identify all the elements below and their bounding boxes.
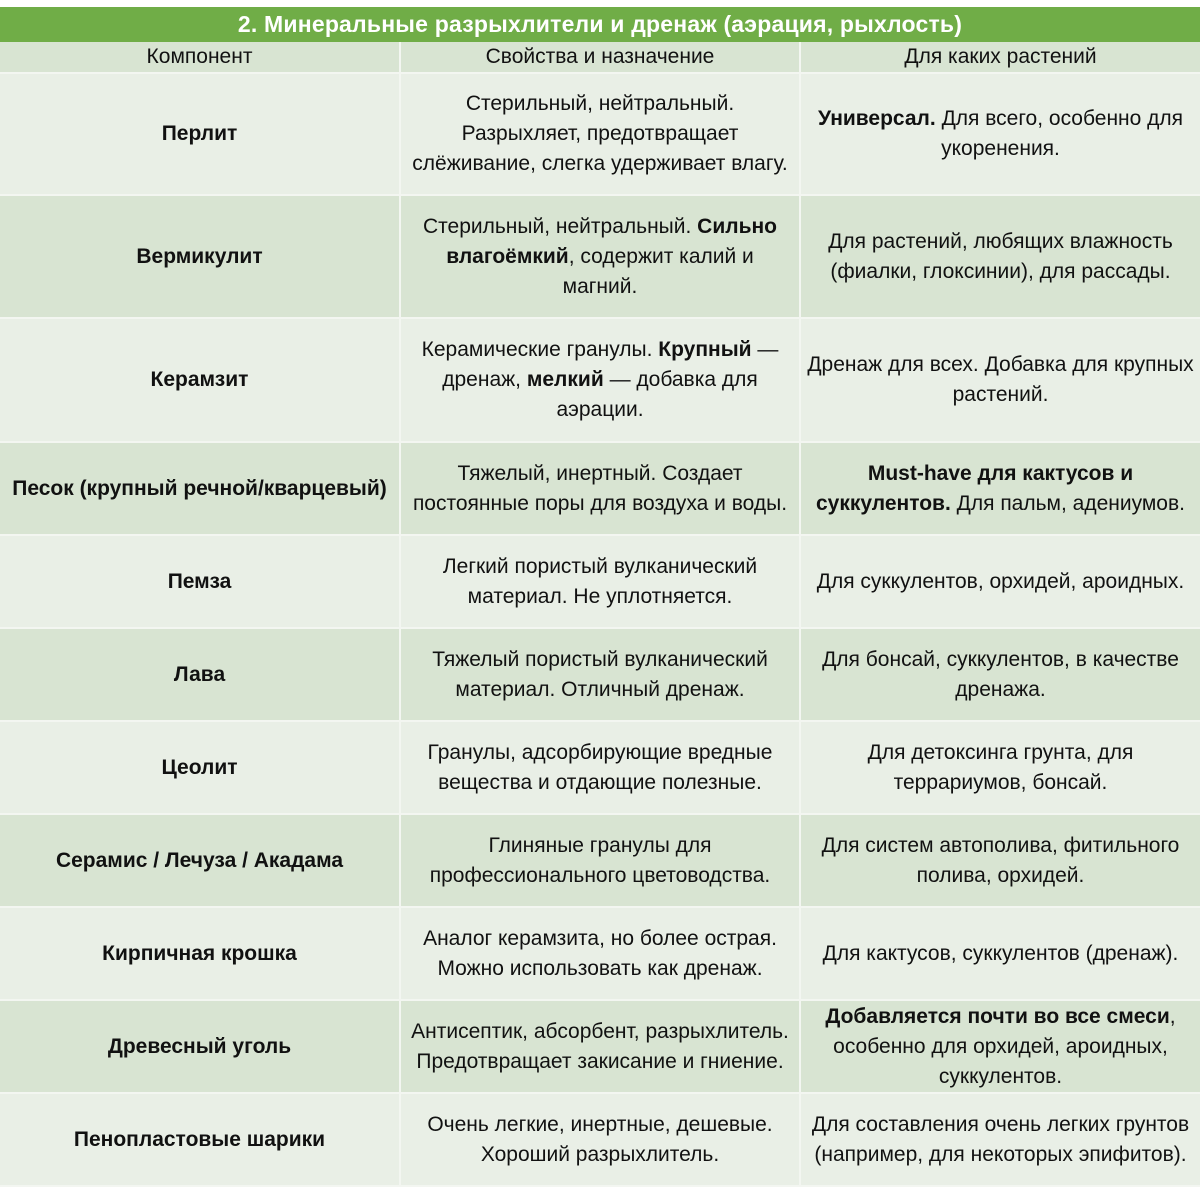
properties-cell bbox=[400, 442, 800, 535]
column-header-properties: Свойства и назначение bbox=[400, 42, 800, 73]
bold-text-segment: Универсал. bbox=[817, 107, 936, 130]
bold-text-segment: Крупный bbox=[658, 338, 752, 361]
text-segment: Легкий пористый вулканический материал. Не уплотняется. bbox=[442, 554, 758, 608]
plants-cell bbox=[800, 628, 1200, 721]
component-name-cell: Древесный уголь bbox=[0, 1000, 400, 1093]
plants-cell bbox=[800, 442, 1200, 535]
properties-cell bbox=[400, 73, 800, 195]
table-row bbox=[0, 73, 1200, 195]
component-name-cell: Керамзит bbox=[0, 318, 400, 442]
components-table bbox=[0, 42, 1200, 1187]
table-row bbox=[0, 1000, 1200, 1093]
bold-text-segment: мелкий bbox=[526, 368, 604, 391]
component-name-cell: Перлит bbox=[0, 73, 400, 195]
text-segment: Дренаж для всех. Добавка для крупных растений. bbox=[807, 353, 1194, 406]
table-row bbox=[0, 318, 1200, 442]
text-segment: Для систем автополива, фитильного полива, орхидей. bbox=[821, 833, 1180, 887]
soil-components-table-wrapper bbox=[0, 7, 1200, 1187]
text-segment: Гранулы, адсорбирующие вредные вещества и отдающие полезные. bbox=[427, 740, 773, 794]
plants-cell bbox=[800, 195, 1200, 318]
text-segment: Глиняные гранулы для профессионального цветоводства. bbox=[429, 833, 771, 887]
component-name-cell: Пенопластовые шарики bbox=[0, 1093, 400, 1186]
properties-cell bbox=[400, 535, 800, 628]
component-name-cell: Кирпичная крошка bbox=[0, 907, 400, 1000]
table-row bbox=[0, 1093, 1200, 1186]
component-name-cell: Лава bbox=[0, 628, 400, 721]
text-segment: — добавка для аэрации. bbox=[556, 368, 758, 421]
table-body bbox=[0, 73, 1200, 1186]
text-segment: Очень легкие, инертные, дешевые. Хороший разрыхлитель. bbox=[427, 1112, 773, 1166]
text-segment: Для пальм, адениумов. bbox=[950, 491, 1185, 515]
table-row bbox=[0, 628, 1200, 721]
plants-cell bbox=[800, 907, 1200, 1000]
text-segment: Для растений, любящих влажность (фиалки, глоксинии), для рассады. bbox=[828, 229, 1173, 283]
plants-cell bbox=[800, 73, 1200, 195]
text-segment: Для всего, особенно для укоренения. bbox=[935, 107, 1184, 160]
text-segment: Тяжелый, инертный. Создает постоянные поры для воздуха и воды. bbox=[412, 461, 788, 515]
component-name-cell: Серамис / Лечуза / Акадама bbox=[0, 814, 400, 907]
plants-cell bbox=[800, 1000, 1200, 1093]
table-row bbox=[0, 195, 1200, 318]
text-segment: Для кактусов, суккулентов (дренаж). bbox=[822, 941, 1179, 965]
properties-cell bbox=[400, 907, 800, 1000]
text-segment: Стерильный, нейтральный. bbox=[422, 214, 698, 238]
bold-text-segment: Сильно влагоёмкий bbox=[446, 214, 778, 268]
bold-text-segment: Добавляется почти во все смеси bbox=[825, 1004, 1170, 1028]
component-name-cell: Цеолит bbox=[0, 721, 400, 814]
header-row bbox=[0, 42, 1200, 73]
component-name-cell: Песок (крупный речной/кварцевый) bbox=[0, 442, 400, 535]
properties-cell bbox=[400, 1093, 800, 1186]
text-segment: Стерильный, нейтральный. Разрыхляет, предотвращает слёживание, слегка удерживает влагу. bbox=[412, 92, 788, 175]
properties-cell bbox=[400, 628, 800, 721]
text-segment: Керамические гранулы. bbox=[421, 338, 659, 361]
text-segment: Для суккулентов, орхидей, ароидных. bbox=[816, 569, 1185, 593]
plants-cell bbox=[800, 721, 1200, 814]
component-name-cell: Пемза bbox=[0, 535, 400, 628]
text-segment: — дренаж, bbox=[442, 338, 779, 391]
text-segment: Для составления очень легких грунтов (например, для некоторых эпифитов). bbox=[811, 1112, 1190, 1166]
plants-cell bbox=[800, 1093, 1200, 1186]
table-title: 2. Минеральные разрыхлители и дренаж (аэрация, рыхлость) bbox=[0, 7, 1200, 42]
text-segment: , особенно для орхидей, ароидных, суккулентов. bbox=[833, 1004, 1176, 1088]
table-row bbox=[0, 721, 1200, 814]
table-row bbox=[0, 442, 1200, 535]
text-segment: Для детоксинга грунта, для террариумов, бонсай. bbox=[867, 740, 1134, 794]
plants-cell bbox=[800, 535, 1200, 628]
properties-cell bbox=[400, 318, 800, 442]
properties-cell bbox=[400, 195, 800, 318]
plants-cell bbox=[800, 318, 1200, 442]
text-segment: Аналог керамзита, но более острая. Можно использовать как дренаж. bbox=[423, 926, 777, 980]
plants-cell bbox=[800, 814, 1200, 907]
table-row bbox=[0, 535, 1200, 628]
table-row bbox=[0, 814, 1200, 907]
properties-cell bbox=[400, 814, 800, 907]
bold-text-segment: Must-have для кактусов и суккулентов. bbox=[816, 461, 1134, 515]
text-segment: Тяжелый пористый вулканический материал. Отличный дренаж. bbox=[432, 647, 768, 701]
text-segment: Антисептик, абсорбент, разрыхлитель. Предотвращает закисание и гниение. bbox=[411, 1019, 789, 1073]
column-header-plants: Для каких растений bbox=[800, 42, 1200, 73]
column-header-component: Компонент bbox=[0, 42, 400, 73]
properties-cell bbox=[400, 1000, 800, 1093]
component-name-cell: Вермикулит bbox=[0, 195, 400, 318]
text-segment: , содержит калий и магний. bbox=[562, 244, 754, 298]
table-row bbox=[0, 907, 1200, 1000]
properties-cell bbox=[400, 721, 800, 814]
text-segment: Для бонсай, суккулентов, в качестве дренажа. bbox=[822, 647, 1179, 701]
